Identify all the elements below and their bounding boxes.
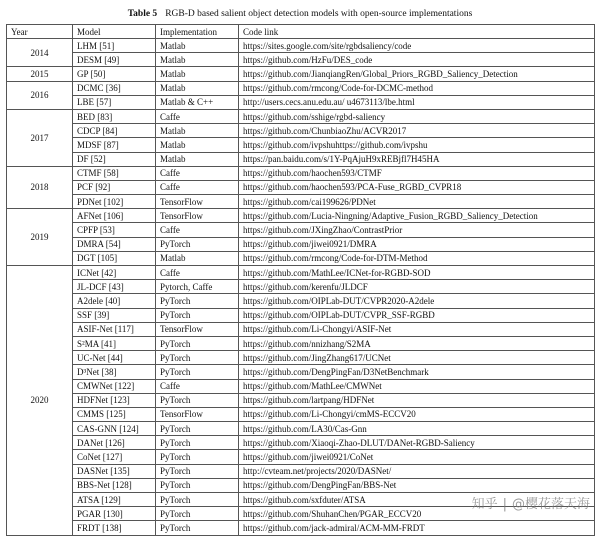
code-link-cell[interactable]: https://github.com/MathLee/ICNet-for-RGBD-SOD [239,266,595,280]
table-row [7,294,595,308]
model-cell: AFNet [106] [73,209,156,223]
year-cell: 2018 [7,166,73,209]
model-cell: CAS-GNN [124] [73,422,156,436]
table-row [7,124,595,138]
model-cell: DMRA [54] [73,237,156,251]
code-link-cell[interactable]: https://github.com/nnizhang/S2MA [239,336,595,350]
code-link-cell[interactable]: https://pan.baidu.com/s/1Y-PqAjuH9xREBjfl7H45HA [239,152,595,166]
header-implementation: Implementation [156,25,239,39]
table-row [7,308,595,322]
code-link-cell[interactable]: https://github.com/lartpang/HDFNet [239,393,595,407]
code-link-cell[interactable]: http://users.cecs.anu.edu.au/ u4673113/lbe.html [239,95,595,109]
table-row [7,379,595,393]
implementation-cell: Matlab [156,53,239,67]
implementation-cell: TensorFlow [156,209,239,223]
table-row [7,138,595,152]
model-cell: A2dele [40] [73,294,156,308]
model-cell: S²MA [41] [73,336,156,350]
year-cell: 2016 [7,81,73,109]
header-code-link: Code link [239,25,595,39]
table-row [7,407,595,421]
model-cell: CoNet [127] [73,450,156,464]
code-link-cell[interactable]: https://github.com/OIPLab-DUT/CVPR_SSF-RGBD [239,308,595,322]
code-link-cell[interactable]: https://github.com/haochen593/CTMF [239,166,595,180]
code-link-cell[interactable]: https://github.com/rmcong/Code-for-DCMC-method [239,81,595,95]
code-link-cell[interactable]: https://github.com/haochen593/PCA-Fuse_RGBD_CVPR18 [239,180,595,194]
table-row [7,351,595,365]
code-link-cell[interactable]: https://github.com/jack-admiral/ACM-MM-FRDT [239,521,595,535]
table-row [7,436,595,450]
code-link-cell[interactable]: https://github.com/OIPLab-DUT/CVPR2020-A2dele [239,294,595,308]
model-cell: PCF [92] [73,180,156,194]
code-link-cell[interactable]: https://github.com/sshige/rgbd-saliency [239,109,595,123]
table-row [7,95,595,109]
code-link-cell[interactable]: https://sites.google.com/site/rgbdsaliency/code [239,39,595,53]
table-row [7,223,595,237]
model-cell: JL-DCF [43] [73,280,156,294]
model-cell: BBS-Net [128] [73,478,156,492]
year-cell: 2019 [7,209,73,266]
implementation-cell: PyTorch [156,422,239,436]
code-link-cell[interactable]: https://github.com/MathLee/CMWNet [239,379,595,393]
watermark-site: 知乎 [471,497,498,512]
code-link-cell[interactable]: https://github.com/ivpshuhttps://github.com/ivpshu [239,138,595,152]
implementation-cell: Caffe [156,109,239,123]
implementation-cell: Matlab [156,39,239,53]
code-link-cell[interactable]: https://github.com/HzFu/DES_code [239,53,595,67]
code-link-cell[interactable]: https://github.com/JianqiangRen/Global_Priors_RGBD_Saliency_Detection [239,67,595,81]
code-link-cell[interactable]: https://github.com/ChunbiaoZhu/ACVR2017 [239,124,595,138]
code-link-cell[interactable]: https://github.com/cai199626/PDNet [239,195,595,209]
table-row [7,81,595,95]
implementation-cell: PyTorch [156,521,239,535]
implementation-cell: Caffe [156,266,239,280]
implementation-cell: PyTorch [156,478,239,492]
model-cell: DANet [126] [73,436,156,450]
model-cell: ASIF-Net [117] [73,322,156,336]
model-cell: SSF [39] [73,308,156,322]
implementation-cell: Caffe [156,180,239,194]
implementation-cell: Matlab [156,251,239,265]
implementation-cell: Matlab [156,67,239,81]
header-year: Year [7,25,73,39]
implementation-cell: PyTorch [156,464,239,478]
table-row [7,109,595,123]
model-cell: CDCP [84] [73,124,156,138]
code-link-cell[interactable]: http://cvteam.net/projects/2020/DASNet/ [239,464,595,478]
model-cell: CPFP [53] [73,223,156,237]
table-row [7,195,595,209]
model-cell: PDNet [102] [73,195,156,209]
model-cell: LHM [51] [73,39,156,53]
code-link-cell[interactable]: https://github.com/DengPingFan/D3NetBenchmark [239,365,595,379]
table-row [7,237,595,251]
table-row [7,166,595,180]
table-row [7,251,595,265]
code-link-cell[interactable]: https://github.com/jiwei0921/CoNet [239,450,595,464]
code-link-cell[interactable]: https://github.com/kerenfu/JLDCF [239,280,595,294]
code-link-cell[interactable]: https://github.com/Lucia-Ningning/Adaptive_Fusion_RGBD_Saliency_Detection [239,209,595,223]
year-cell: 2020 [7,266,73,536]
implementation-cell: Pytorch, Caffe [156,280,239,294]
implementation-cell: PyTorch [156,237,239,251]
model-cell: GP [50] [73,67,156,81]
year-cell: 2014 [7,39,73,67]
table-row [7,450,595,464]
table-row [7,464,595,478]
watermark-author: @樱花落天海 [511,497,590,512]
implementation-cell: PyTorch [156,450,239,464]
code-link-cell[interactable]: https://github.com/Li-Chongyi/ASIF-Net [239,322,595,336]
table-row [7,322,595,336]
header-model: Model [73,25,156,39]
implementation-cell: TensorFlow [156,195,239,209]
code-link-cell[interactable]: https://github.com/Li-Chongyi/cmMS-ECCV20 [239,407,595,421]
implementation-cell: Matlab [156,138,239,152]
table-row [7,336,595,350]
code-link-cell[interactable]: https://github.com/LA30/Cas-Gnn [239,422,595,436]
model-cell: DCMC [36] [73,81,156,95]
model-cell: UC-Net [44] [73,351,156,365]
implementation-cell: TensorFlow [156,322,239,336]
code-link-cell[interactable]: https://github.com/sxfduter/ATSA [239,493,595,507]
table-row [7,521,595,535]
model-cell: HDFNet [123] [73,393,156,407]
implementation-cell: PyTorch [156,436,239,450]
implementation-cell: PyTorch [156,365,239,379]
model-cell: DF [52] [73,152,156,166]
table-row [7,266,595,280]
model-cell: D³Net [38] [73,365,156,379]
model-cell: FRDT [138] [73,521,156,535]
implementation-cell: PyTorch [156,351,239,365]
code-link-cell[interactable]: https://github.com/ShuhanChen/PGAR_ECCV20 [239,507,595,521]
table-row [7,152,595,166]
model-cell: MDSF [87] [73,138,156,152]
table-row [7,365,595,379]
model-cell: DASNet [135] [73,464,156,478]
table-caption [0,8,600,20]
implementation-cell: PyTorch [156,308,239,322]
table-row [7,67,595,81]
code-link-cell[interactable]: https://github.com/JXingZhao/ContrastPrior [239,223,595,237]
implementation-cell: Caffe [156,379,239,393]
model-cell: CMMS [125] [73,407,156,421]
models-table [6,24,595,536]
code-link-cell[interactable]: https://github.com/DengPingFan/BBS-Net [239,478,595,492]
table-row [7,422,595,436]
model-cell: DGT [105] [73,251,156,265]
table-row [7,209,595,223]
code-link-cell[interactable]: https://github.com/rmcong/Code-for-DTM-Method [239,251,595,265]
table-body [7,39,595,536]
table-row [7,39,595,53]
table-label: Table 5 [127,9,158,19]
table-row [7,393,595,407]
implementation-cell: PyTorch [156,294,239,308]
table-caption-text: RGB-D based salient object detection models with open-source implementations [165,9,473,19]
table-row [7,180,595,194]
model-cell: CTMF [58] [73,166,156,180]
implementation-cell: Matlab [156,81,239,95]
implementation-cell: Matlab [156,124,239,138]
code-link-cell[interactable]: https://github.com/jiwei0921/DMRA [239,237,595,251]
implementation-cell: TensorFlow [156,407,239,421]
table-row [7,280,595,294]
model-cell: BED [83] [73,109,156,123]
model-cell: LBE [57] [73,95,156,109]
table-row [7,53,595,67]
table-row [7,478,595,492]
implementation-cell: PyTorch [156,393,239,407]
implementation-cell: PyTorch [156,336,239,350]
watermark: 知乎 | @樱花落天海 [471,497,590,512]
code-link-cell[interactable]: https://github.com/Xiaoqi-Zhao-DLUT/DANet-RGBD-Saliency [239,436,595,450]
implementation-cell: PyTorch [156,507,239,521]
model-cell: DESM [49] [73,53,156,67]
table-header-row [7,25,595,39]
year-cell: 2017 [7,109,73,166]
implementation-cell: Caffe [156,223,239,237]
model-cell: ICNet [42] [73,266,156,280]
model-cell: ATSA [129] [73,493,156,507]
model-cell: PGAR [130] [73,507,156,521]
year-cell: 2015 [7,67,73,81]
code-link-cell[interactable]: https://github.com/JingZhang617/UCNet [239,351,595,365]
implementation-cell: Matlab & C++ [156,95,239,109]
implementation-cell: Matlab [156,152,239,166]
model-cell: CMWNet [122] [73,379,156,393]
implementation-cell: Caffe [156,166,239,180]
implementation-cell: PyTorch [156,493,239,507]
